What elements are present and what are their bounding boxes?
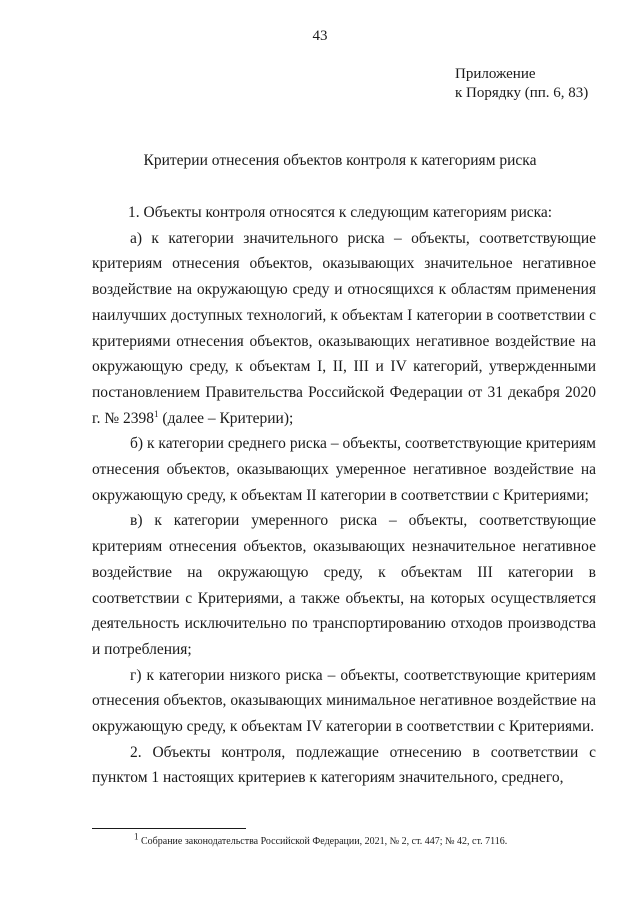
appendix-line-1: Приложение (455, 66, 536, 82)
footnote-text: Собрание законодательства Российской Федерации, 2021, № 2, ст. 447; № 42, ст. 7116. (138, 836, 508, 847)
document-title: Критерии отнесения объектов контроля к категориям риска (143, 152, 537, 169)
appendix-note (455, 65, 588, 103)
appendix-line-2: к Порядку (пп. 6, 83) (455, 85, 589, 101)
paragraph-2: 2. Объекты контроля, подлежащие отнесению в соответствии с пунктом 1 настоящих критериев к категориям значительного, среднего, (92, 743, 596, 787)
paragraph-1a-tail: (далее – Критерии); (158, 409, 294, 427)
footnote-reference: 1 (154, 408, 159, 419)
footnote-divider (92, 828, 246, 829)
paragraph-1a-text: а) к категории значительного риска – объекты, соответствующие критериям отнесения объектов, оказывающих значительное негативное воздействие на окружающую среду и относящихся к областям применения наилучших доступных технологий, к объектам I категории в соответствии с критериями отнесения объектов, оказывающих негативное воздействие на окружающую среду, к объектам I, II, III и IV категорий, утвержденными постановлением Правительства Российской Федерации от 31 декабря 2020 г. № 2398 (92, 229, 596, 427)
paragraph-1b: б) к категории среднего риска – объекты, соответствующие критериям отнесения объектов, оказывающих умеренное негативное воздействие на окружающую среду, к объектам II категории в соответствии с Критериями; (92, 435, 596, 504)
footnote-mark: 1 (134, 831, 139, 842)
document-body (92, 200, 596, 791)
paragraph-1a (92, 226, 596, 432)
paragraph-1: 1. Объекты контроля относятся к следующим категориям риска: (128, 204, 553, 221)
footnote (134, 831, 508, 848)
paragraph-1d: г) к категории низкого риска – объекты, соответствующие критериям отнесения объектов, оказывающих минимальное негативное воздействие на окружающую среду, к объектам IV категории в соответствии с Критериями. (92, 666, 596, 736)
page-number: 43 (312, 28, 328, 44)
paragraph-1c: в) к категории умеренного риска – объекты, соответствующие критериям отнесения объектов, оказывающих незначительное негативное воздействие на окружающую среду, к объектам III категории в соответствии с Критериями, а также объекты, на которых осуществляется деятельность исключительно по транспортированию отходов производства и потребления; (92, 512, 596, 658)
